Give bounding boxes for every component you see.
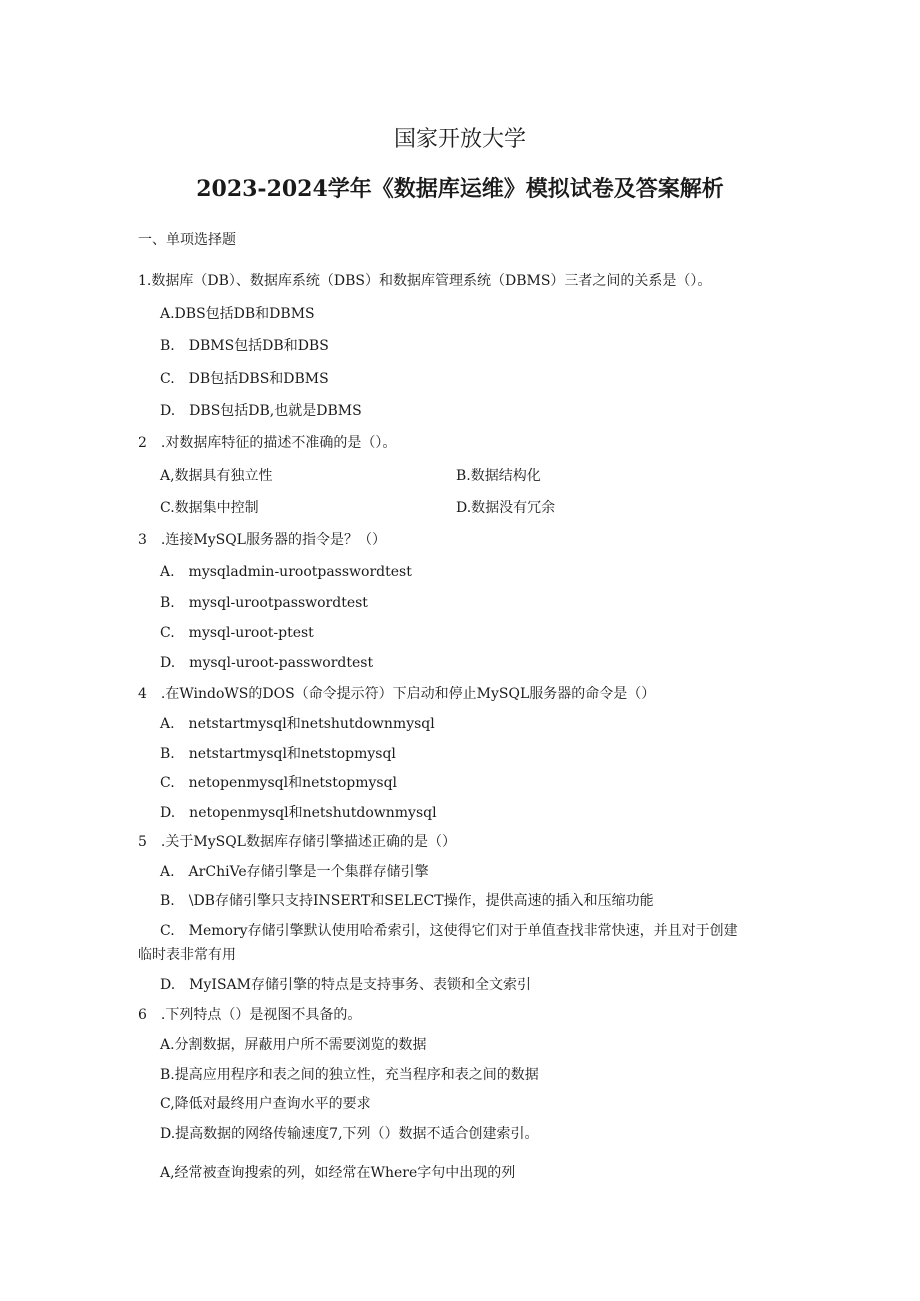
- question-1-option-b: B. DBMS包括DB和DBS: [160, 338, 329, 354]
- question-6-option-b: B.提高应用程序和表之间的独立性，充当程序和表之间的数据: [160, 1067, 539, 1083]
- question-2-option-d: D.数据没有冗余: [456, 500, 556, 516]
- exam-title: 2023-2024学年《数据库运维》模拟试卷及答案解析: [196, 176, 724, 202]
- question-3-option-c: C. mysql-uroot-ptest: [160, 625, 314, 641]
- question-4-option-a: A. netstartmysql和netshutdownmysql: [160, 716, 435, 732]
- question-1-option-c: C. DB包括DBS和DBMS: [160, 371, 329, 387]
- question-3-option-d: D. mysql-uroot-passwordtest: [160, 655, 374, 671]
- question-5-option-a: A. ArChiVe存储引擎是一个集群存储引擎: [160, 864, 429, 880]
- question-6-option-d: D.提高数据的网络传输速度7,下列（）数据不适合创建索引。: [160, 1126, 539, 1142]
- question-2-option-b: B.数据结构化: [456, 468, 541, 484]
- question-4-option-b: B. netstartmysql和netstopmysql: [160, 746, 396, 762]
- question-6-stem: 6 .下列特点（）是视图不具备的。: [138, 1007, 362, 1023]
- question-5-option-d: D. MyISAM存储引擎的特点是支持事务、表锁和全文索引: [160, 977, 531, 993]
- section-title: 一、单项选择题: [138, 232, 236, 248]
- question-2-option-a: A,数据具有独立性: [160, 468, 273, 484]
- question-5-option-c-continuation: 临时表非常有用: [138, 947, 236, 963]
- question-1-option-a: A.DBS包括DB和DBMS: [160, 306, 315, 322]
- question-4-option-c: C. netopenmysql和netstopmysql: [160, 775, 398, 791]
- question-3-option-b: B. mysql-urootpasswordtest: [160, 595, 368, 611]
- question-4-stem: 4 .在WindoWS的DOS（命令提示符）下启动和停止MySQL服务器的命令是（）: [138, 686, 656, 702]
- question-5-option-b: B. \DB存储引擎只支持INSERT和SELECT操作，提供高速的插入和压缩功能: [160, 893, 654, 909]
- question-7-option-a: A,经常被查询搜索的列，如经常在Where字句中出现的列: [160, 1165, 516, 1181]
- question-3-stem: 3 .连接MySQL服务器的指令是？（）: [138, 532, 386, 548]
- question-5-stem: 5 .关于MySQL数据库存储引擎描述正确的是（）: [138, 834, 456, 850]
- question-5-option-c: C. Memory存储引擎默认使用哈希索引，这使得它们对于单值查找非常快速，并且对于创建: [160, 923, 738, 939]
- question-6-option-a: A.分割数据，屏蔽用户所不需要浏览的数据: [160, 1037, 427, 1053]
- question-2-stem: 2 .对数据库特征的描述不准确的是（）。: [138, 435, 397, 451]
- question-1-option-d: D. DBS包括DB,也就是DBMS: [160, 403, 362, 419]
- question-3-option-a: A. mysqladmin-urootpasswordtest: [160, 564, 412, 580]
- question-2-option-c: C.数据集中控制: [160, 500, 259, 516]
- question-1-stem: 1.数据库（DB）、数据库系统（DBS）和数据库管理系统（DBMS）三者之间的关系是（）。: [138, 273, 712, 289]
- question-6-option-c: C,降低对最终用户查询水平的要求: [160, 1096, 371, 1112]
- university-title: 国家开放大学: [393, 127, 526, 152]
- question-4-option-d: D. netopenmysql和netshutdownmysql: [160, 805, 437, 821]
